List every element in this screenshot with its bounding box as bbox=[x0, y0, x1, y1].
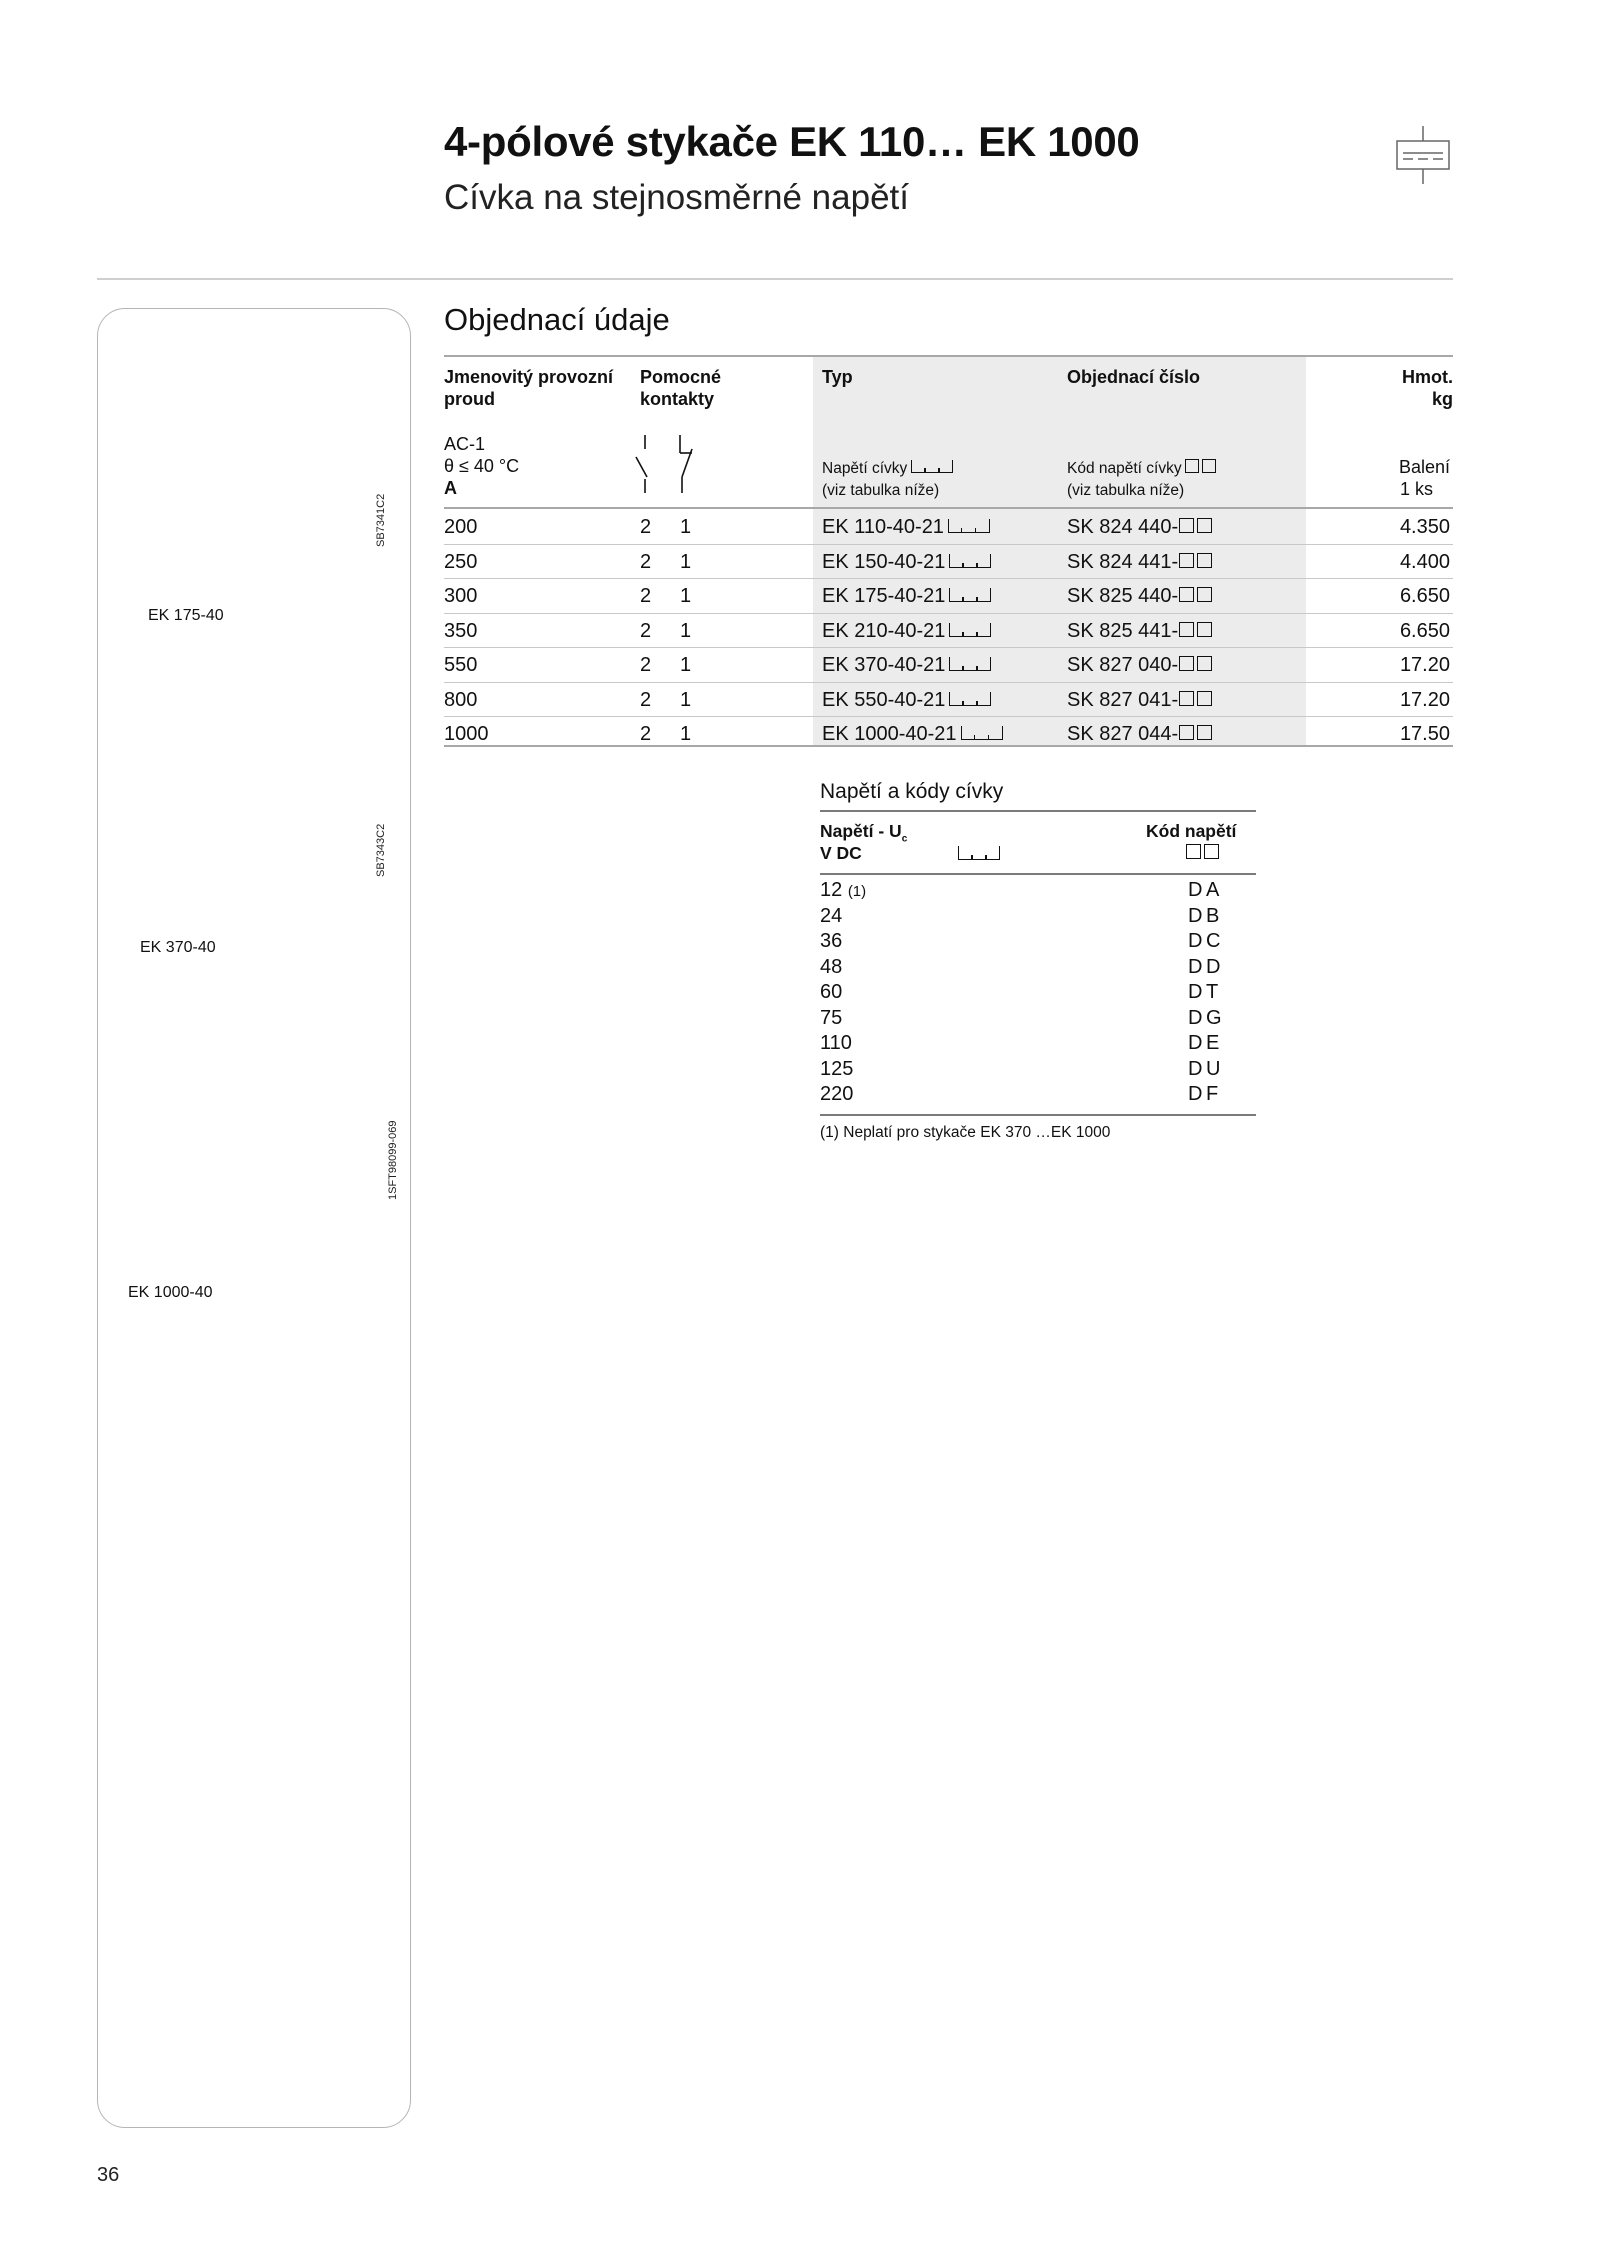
voltage-code bbox=[1188, 1082, 1224, 1108]
voltage-table-top-rule bbox=[820, 810, 1256, 812]
voltage-bracket-icon bbox=[949, 657, 991, 671]
cell-no-contacts: 2 bbox=[640, 550, 652, 573]
cell-nc-contacts: 1 bbox=[680, 516, 692, 538]
cell-no-contacts: 2 bbox=[640, 619, 652, 642]
voltage-number: 110 bbox=[820, 1032, 852, 1054]
cell-type-text: EK 550-40-21 bbox=[822, 688, 946, 711]
voltage-row bbox=[820, 980, 1256, 1006]
voltage-value bbox=[820, 955, 842, 982]
voltage-code-first: D bbox=[1188, 1083, 1203, 1105]
cell-current: 1000 bbox=[444, 723, 489, 745]
voltage-code bbox=[1188, 878, 1224, 904]
cell-order-number bbox=[1067, 550, 1212, 574]
voltage-bracket-icon bbox=[911, 460, 953, 473]
code-square-icon bbox=[1185, 459, 1199, 473]
voltage-unit-header: V DC bbox=[820, 843, 862, 863]
voltage-value bbox=[820, 929, 842, 956]
cell-order-number bbox=[1067, 653, 1212, 677]
cell-type bbox=[822, 515, 990, 539]
cell-weight: 4.400 bbox=[1399, 550, 1450, 573]
voltage-code bbox=[1188, 904, 1224, 930]
voltage-value bbox=[820, 1082, 853, 1109]
subheader-temperature: θ ≤ 40 °C bbox=[444, 456, 520, 476]
subheader-coil-code bbox=[1067, 458, 1216, 480]
subheader-ac1: AC-1 bbox=[444, 434, 486, 454]
voltage-value bbox=[820, 1031, 852, 1058]
header-aux-contacts: Pomocné kontakty bbox=[640, 367, 722, 409]
code-square-icon bbox=[1186, 844, 1201, 859]
header-type: Typ bbox=[822, 367, 853, 387]
cell-type bbox=[822, 688, 991, 712]
cell-weight: 4.350 bbox=[1399, 516, 1450, 538]
voltage-code-first: D bbox=[1188, 1057, 1203, 1080]
voltage-number: 75 bbox=[820, 1006, 843, 1029]
voltage-code-first: D bbox=[1188, 981, 1203, 1003]
nc-contact-icon bbox=[670, 435, 700, 493]
voltage-code bbox=[1188, 980, 1224, 1006]
code-square-icon bbox=[1197, 518, 1212, 533]
voltage-code-second: E bbox=[1206, 1032, 1220, 1054]
cell-type bbox=[822, 653, 991, 677]
cell-no-contacts: 2 bbox=[640, 688, 652, 711]
voltage-number: 125 bbox=[820, 1057, 854, 1080]
voltage-code bbox=[1188, 1006, 1224, 1032]
code-square-icon bbox=[1179, 725, 1194, 740]
voltage-number: 48 bbox=[820, 955, 843, 978]
voltage-header-sub: c bbox=[901, 833, 908, 845]
code-square-icon bbox=[1197, 725, 1212, 740]
product-label-ek175: EK 175-40 bbox=[148, 607, 224, 624]
cell-order-number bbox=[1067, 688, 1212, 712]
voltage-value bbox=[820, 980, 842, 1007]
voltage-header-label: Napětí - U bbox=[820, 821, 902, 841]
cell-nc-contacts: 1 bbox=[680, 723, 692, 745]
voltage-number: 12 bbox=[820, 879, 843, 901]
cell-order-text: SK 825 440- bbox=[1067, 585, 1179, 607]
cell-nc-contacts: 1 bbox=[680, 550, 692, 573]
voltage-bracket-icon bbox=[949, 588, 991, 602]
voltage-code-first: D bbox=[1188, 955, 1203, 978]
voltage-code-second: F bbox=[1206, 1083, 1219, 1105]
table-bottom-rule bbox=[444, 745, 1453, 747]
product-label-ek1000: EK 1000-40 bbox=[128, 1284, 213, 1301]
voltage-code-first: D bbox=[1188, 904, 1203, 927]
cell-order-text: SK 827 040- bbox=[1067, 654, 1179, 676]
voltage-bracket-icon bbox=[949, 554, 991, 568]
subheader-unit: A bbox=[444, 478, 457, 498]
cell-current: 200 bbox=[444, 516, 478, 538]
cell-current: 300 bbox=[444, 585, 478, 607]
code-square-icon bbox=[1197, 622, 1212, 637]
cell-order-number bbox=[1067, 722, 1212, 746]
photo-id-ek1000: 1SFT98099-069 bbox=[387, 1120, 399, 1200]
section-title: Objednací údaje bbox=[444, 302, 670, 337]
cell-nc-contacts: 1 bbox=[680, 619, 692, 642]
table-row bbox=[444, 614, 1453, 649]
product-image-panel bbox=[97, 308, 411, 2128]
voltage-code bbox=[1188, 1031, 1224, 1057]
voltage-code bbox=[1188, 955, 1224, 981]
voltage-code-second: B bbox=[1206, 904, 1220, 927]
voltage-code-second: G bbox=[1206, 1006, 1222, 1029]
table-row bbox=[444, 579, 1453, 614]
table-row bbox=[444, 510, 1453, 545]
cell-no-contacts: 2 bbox=[640, 516, 652, 538]
voltage-value bbox=[820, 878, 866, 905]
voltage-code-second: T bbox=[1206, 981, 1219, 1003]
photo-id-ek175: SB7341C2 bbox=[375, 493, 387, 547]
voltage-number: 24 bbox=[820, 904, 843, 927]
voltage-number: 60 bbox=[820, 981, 843, 1003]
cell-type-text: EK 210-40-21 bbox=[822, 619, 946, 642]
subheader-packaging: Balení bbox=[1398, 457, 1450, 477]
no-contact-icon bbox=[630, 435, 660, 493]
code-square-icon bbox=[1204, 844, 1219, 859]
cell-nc-contacts: 1 bbox=[680, 654, 692, 676]
cell-type bbox=[822, 550, 991, 574]
voltage-row bbox=[820, 955, 1256, 981]
voltage-row bbox=[820, 1006, 1256, 1032]
code-square-icon bbox=[1179, 656, 1194, 671]
cell-type-text: EK 110-40-21 bbox=[822, 516, 944, 538]
code-square-icon bbox=[1179, 691, 1194, 706]
cell-order-text: SK 825 441- bbox=[1067, 619, 1179, 642]
voltage-row bbox=[820, 1057, 1256, 1083]
voltage-footnote: (1) Neplatí pro stykače EK 370 …EK 1000 bbox=[820, 1124, 1111, 1141]
code-square-icon bbox=[1197, 553, 1212, 568]
cell-no-contacts: 2 bbox=[640, 723, 652, 745]
table-row bbox=[444, 648, 1453, 683]
subheader-see-table-type: (viz tabulka níže) bbox=[822, 482, 940, 499]
cell-no-contacts: 2 bbox=[640, 654, 652, 676]
cell-order-text: SK 827 041- bbox=[1067, 688, 1179, 711]
header-order-number: Objednací číslo bbox=[1067, 367, 1201, 387]
voltage-bracket-icon bbox=[948, 519, 990, 533]
code-square-icon bbox=[1179, 553, 1194, 568]
voltage-code-first: D bbox=[1188, 1032, 1203, 1054]
voltage-note: (1) bbox=[847, 883, 867, 900]
cell-weight: 6.650 bbox=[1399, 585, 1450, 607]
cell-weight: 17.50 bbox=[1399, 723, 1450, 745]
cell-order-text: SK 827 044- bbox=[1067, 723, 1179, 745]
table-row bbox=[444, 545, 1453, 580]
header-divider bbox=[97, 278, 1453, 280]
code-square-icon bbox=[1179, 587, 1194, 602]
voltage-row bbox=[820, 878, 1256, 904]
code-square-icon bbox=[1179, 518, 1194, 533]
cell-weight: 6.650 bbox=[1399, 619, 1450, 642]
cell-type bbox=[822, 722, 1003, 746]
page-title: 4-pólové stykače EK 110… EK 1000 bbox=[444, 118, 1140, 165]
cell-order-number bbox=[1067, 515, 1212, 539]
voltage-code-first: D bbox=[1188, 930, 1203, 952]
voltage-bracket-icon bbox=[958, 846, 1000, 860]
cell-order-text: SK 824 441- bbox=[1067, 550, 1179, 573]
voltage-value bbox=[820, 904, 842, 931]
voltage-code-second: C bbox=[1206, 930, 1221, 952]
subheader-see-table-order: (viz tabulka níže) bbox=[1067, 482, 1185, 499]
cell-type bbox=[822, 619, 991, 643]
voltage-bracket-icon bbox=[949, 623, 991, 637]
cell-current: 550 bbox=[444, 654, 478, 676]
voltage-row bbox=[820, 929, 1256, 955]
voltage-code-first: D bbox=[1188, 1006, 1203, 1029]
photo-id-ek370: SB7343C2 bbox=[375, 823, 387, 877]
dc-coil-symbol-icon bbox=[1395, 126, 1451, 184]
voltage-code-second: A bbox=[1206, 879, 1220, 901]
subheader-coil-code-label: Kód napětí cívky bbox=[1067, 460, 1182, 477]
voltage-row bbox=[820, 1082, 1256, 1108]
cell-weight: 17.20 bbox=[1399, 688, 1450, 711]
header-current: Jmenovitý provozní proud bbox=[444, 367, 614, 409]
cell-order-number bbox=[1067, 619, 1212, 643]
voltage-value bbox=[820, 1006, 842, 1033]
header-weight: Hmot. kg bbox=[1402, 367, 1453, 409]
subheader-coil-voltage-label: Napětí cívky bbox=[822, 460, 908, 477]
code-square-icon bbox=[1179, 622, 1194, 637]
cell-no-contacts: 2 bbox=[640, 585, 652, 607]
product-label-ek370: EK 370-40 bbox=[140, 939, 216, 956]
code-square-icon bbox=[1202, 459, 1216, 473]
voltage-number: 36 bbox=[820, 930, 843, 952]
ordering-table bbox=[444, 355, 1453, 747]
voltage-bracket-icon bbox=[961, 726, 1003, 740]
voltage-bracket-icon bbox=[949, 692, 991, 706]
code-square-icon bbox=[1197, 691, 1212, 706]
voltage-code bbox=[1188, 929, 1224, 955]
code-square-icon bbox=[1197, 587, 1212, 602]
cell-nc-contacts: 1 bbox=[680, 688, 692, 711]
cell-type-text: EK 175-40-21 bbox=[822, 585, 946, 607]
code-header: Kód napětí bbox=[1146, 821, 1237, 841]
voltage-code bbox=[1188, 1057, 1224, 1083]
voltage-row bbox=[820, 904, 1256, 930]
page-number: 36 bbox=[97, 2164, 120, 2186]
cell-type-text: EK 370-40-21 bbox=[822, 654, 946, 676]
voltage-value bbox=[820, 1057, 853, 1084]
cell-order-number bbox=[1067, 584, 1212, 608]
page-subtitle: Cívka na stejnosměrné napětí bbox=[444, 178, 909, 217]
table-row bbox=[444, 683, 1453, 718]
voltage-code-table bbox=[820, 778, 1260, 1148]
voltage-header-rule bbox=[820, 873, 1256, 875]
voltage-number: 220 bbox=[820, 1083, 854, 1105]
subheader-coil-voltage bbox=[822, 458, 953, 480]
cell-type bbox=[822, 584, 991, 608]
cell-order-text: SK 824 440- bbox=[1067, 516, 1179, 538]
header-bottom-rule bbox=[444, 507, 1453, 509]
cell-type-text: EK 1000-40-21 bbox=[822, 723, 957, 745]
code-square-icon bbox=[1197, 656, 1212, 671]
cell-current: 250 bbox=[444, 550, 478, 573]
cell-current: 350 bbox=[444, 619, 478, 642]
cell-type-text: EK 150-40-21 bbox=[822, 550, 946, 573]
voltage-row bbox=[820, 1031, 1256, 1057]
voltage-table-title: Napětí a kódy cívky bbox=[820, 780, 1004, 803]
subheader-pieces: 1 ks bbox=[1399, 479, 1433, 499]
cell-current: 800 bbox=[444, 688, 478, 711]
table-top-rule bbox=[444, 355, 1453, 357]
cell-weight: 17.20 bbox=[1399, 654, 1450, 676]
voltage-table-bottom-rule bbox=[820, 1114, 1256, 1116]
voltage-code-first: D bbox=[1188, 879, 1203, 901]
cell-nc-contacts: 1 bbox=[680, 585, 692, 607]
voltage-code-second: U bbox=[1206, 1057, 1221, 1080]
voltage-code-second: D bbox=[1206, 955, 1221, 978]
code-squares bbox=[1186, 844, 1219, 864]
